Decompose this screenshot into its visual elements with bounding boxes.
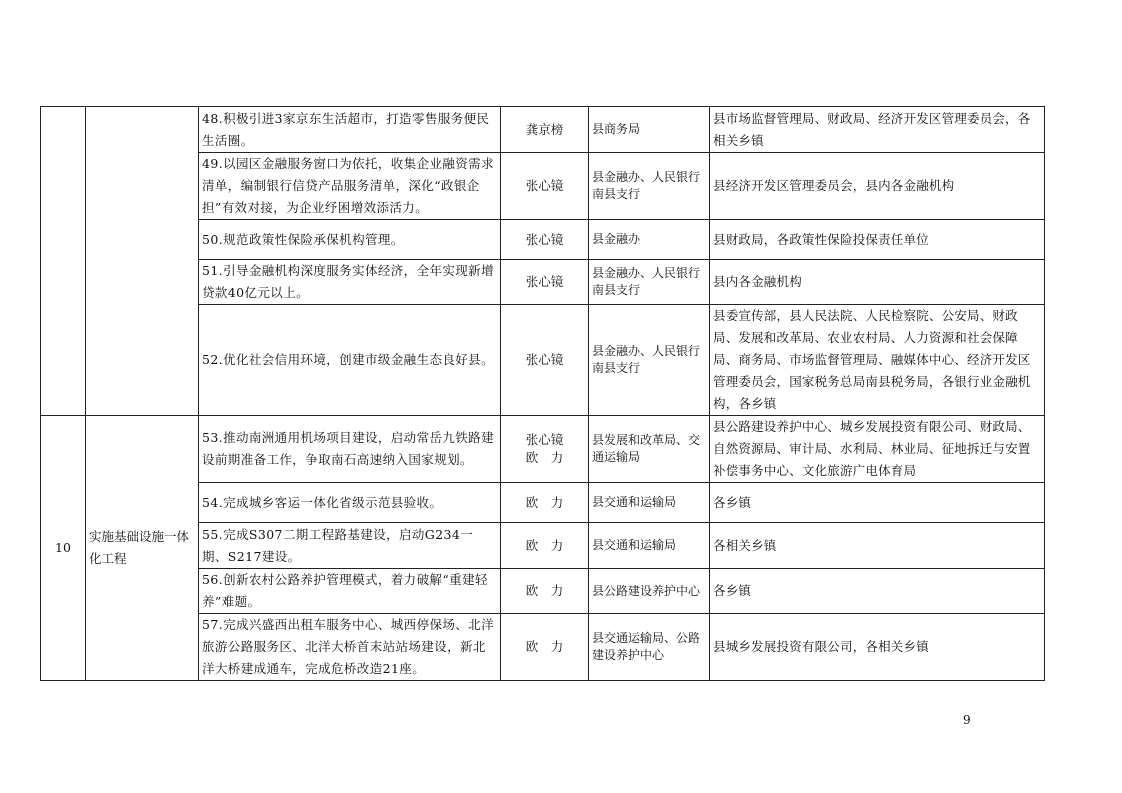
coop-unit-cell: 县市场监督管理局、财政局、经济开发区管理委员会，各相关乡镇	[710, 107, 1045, 153]
coop-unit-cell: 县内各金融机构	[710, 260, 1045, 305]
table-row	[41, 416, 1045, 483]
project-name-cell: 实施基础设施一体化工程	[86, 416, 199, 681]
leader-cell: 欧 力	[501, 523, 589, 569]
coop-unit-cell: 县委宣传部，县人民法院、人民检察院、公安局、财政局、发展和改革局、农业农村局、人力资源和社会保障局、商务局、市场监督管理局、融媒体中心、经济开发区管理委员会，国家税务总局南县税务局，各银行业金融机构，各乡镇	[710, 305, 1045, 416]
page-number: 9	[963, 713, 971, 727]
leader-cell: 张心镜	[501, 260, 589, 305]
task-table	[40, 106, 1045, 681]
lead-unit-cell: 县发展和改革局、交通运输局	[589, 416, 710, 483]
lead-unit-cell: 县金融办、人民银行南县支行	[589, 153, 710, 220]
coop-unit-cell: 各相关乡镇	[710, 523, 1045, 569]
lead-unit-cell: 县交通和运输局	[589, 523, 710, 569]
leader-cell: 张心镜	[501, 220, 589, 260]
coop-unit-cell: 县财政局，各政策性保险投保责任单位	[710, 220, 1045, 260]
task-cell: 49.以园区金融服务窗口为依托，收集企业融资需求清单，编制银行信贷产品服务清单，深化“政银企担”有效对接，为企业纾困增效添活力。	[199, 153, 501, 220]
lead-unit-cell: 县交通和运输局	[589, 483, 710, 523]
leader-cell: 张心镜	[501, 153, 589, 220]
task-cell: 55.完成S307二期工程路基建设，启动G234一期、S217建设。	[199, 523, 501, 569]
task-cell: 52.优化社会信用环境，创建市级金融生态良好县。	[199, 305, 501, 416]
coop-unit-cell: 县经济开发区管理委员会，县内各金融机构	[710, 153, 1045, 220]
item-number-cell: 10	[41, 416, 86, 681]
project-name-cell	[86, 107, 199, 416]
leader-cell: 欧 力	[501, 483, 589, 523]
lead-unit-cell: 县公路建设养护中心	[589, 569, 710, 614]
leader-cell: 欧 力	[501, 569, 589, 614]
task-cell: 53.推动南洲通用机场项目建设，启动常岳九铁路建设前期准备工作，争取南石高速纳入国家规划。	[199, 416, 501, 483]
lead-unit-cell: 县金融办、人民银行南县支行	[589, 305, 710, 416]
task-cell: 57.完成兴盛西出租车服务中心、城西停保场、北洋旅游公路服务区、北洋大桥首末站站场建设，新北洋大桥建成通车，完成危桥改造21座。	[199, 614, 501, 681]
leader-cell: 欧 力	[501, 614, 589, 681]
task-cell: 51.引导金融机构深度服务实体经济，全年实现新增贷款40亿元以上。	[199, 260, 501, 305]
lead-unit-cell: 县交通运输局、公路建设养护中心	[589, 614, 710, 681]
leader-cell: 张心镜 欧 力	[501, 416, 589, 483]
lead-unit-cell: 县商务局	[589, 107, 710, 153]
lead-unit-cell: 县金融办、人民银行南县支行	[589, 260, 710, 305]
coop-unit-cell: 各乡镇	[710, 483, 1045, 523]
leader-cell: 张心镜	[501, 305, 589, 416]
task-cell: 54.完成城乡客运一体化省级示范县验收。	[199, 483, 501, 523]
task-cell: 48.积极引进3家京东生活超市，打造零售服务便民生活圈。	[199, 107, 501, 153]
item-number-cell	[41, 107, 86, 416]
table-row	[41, 107, 1045, 153]
coop-unit-cell: 各乡镇	[710, 569, 1045, 614]
coop-unit-cell: 县城乡发展投资有限公司，各相关乡镇	[710, 614, 1045, 681]
task-cell: 50.规范政策性保险承保机构管理。	[199, 220, 501, 260]
task-cell: 56.创新农村公路养护管理模式，着力破解“重建轻养”难题。	[199, 569, 501, 614]
coop-unit-cell: 县公路建设养护中心、城乡发展投资有限公司、财政局、自然资源局、审计局、水利局、林业局、征地拆迁与安置补偿事务中心、文化旅游广电体育局	[710, 416, 1045, 483]
lead-unit-cell: 县金融办	[589, 220, 710, 260]
leader-cell: 龚京榜	[501, 107, 589, 153]
